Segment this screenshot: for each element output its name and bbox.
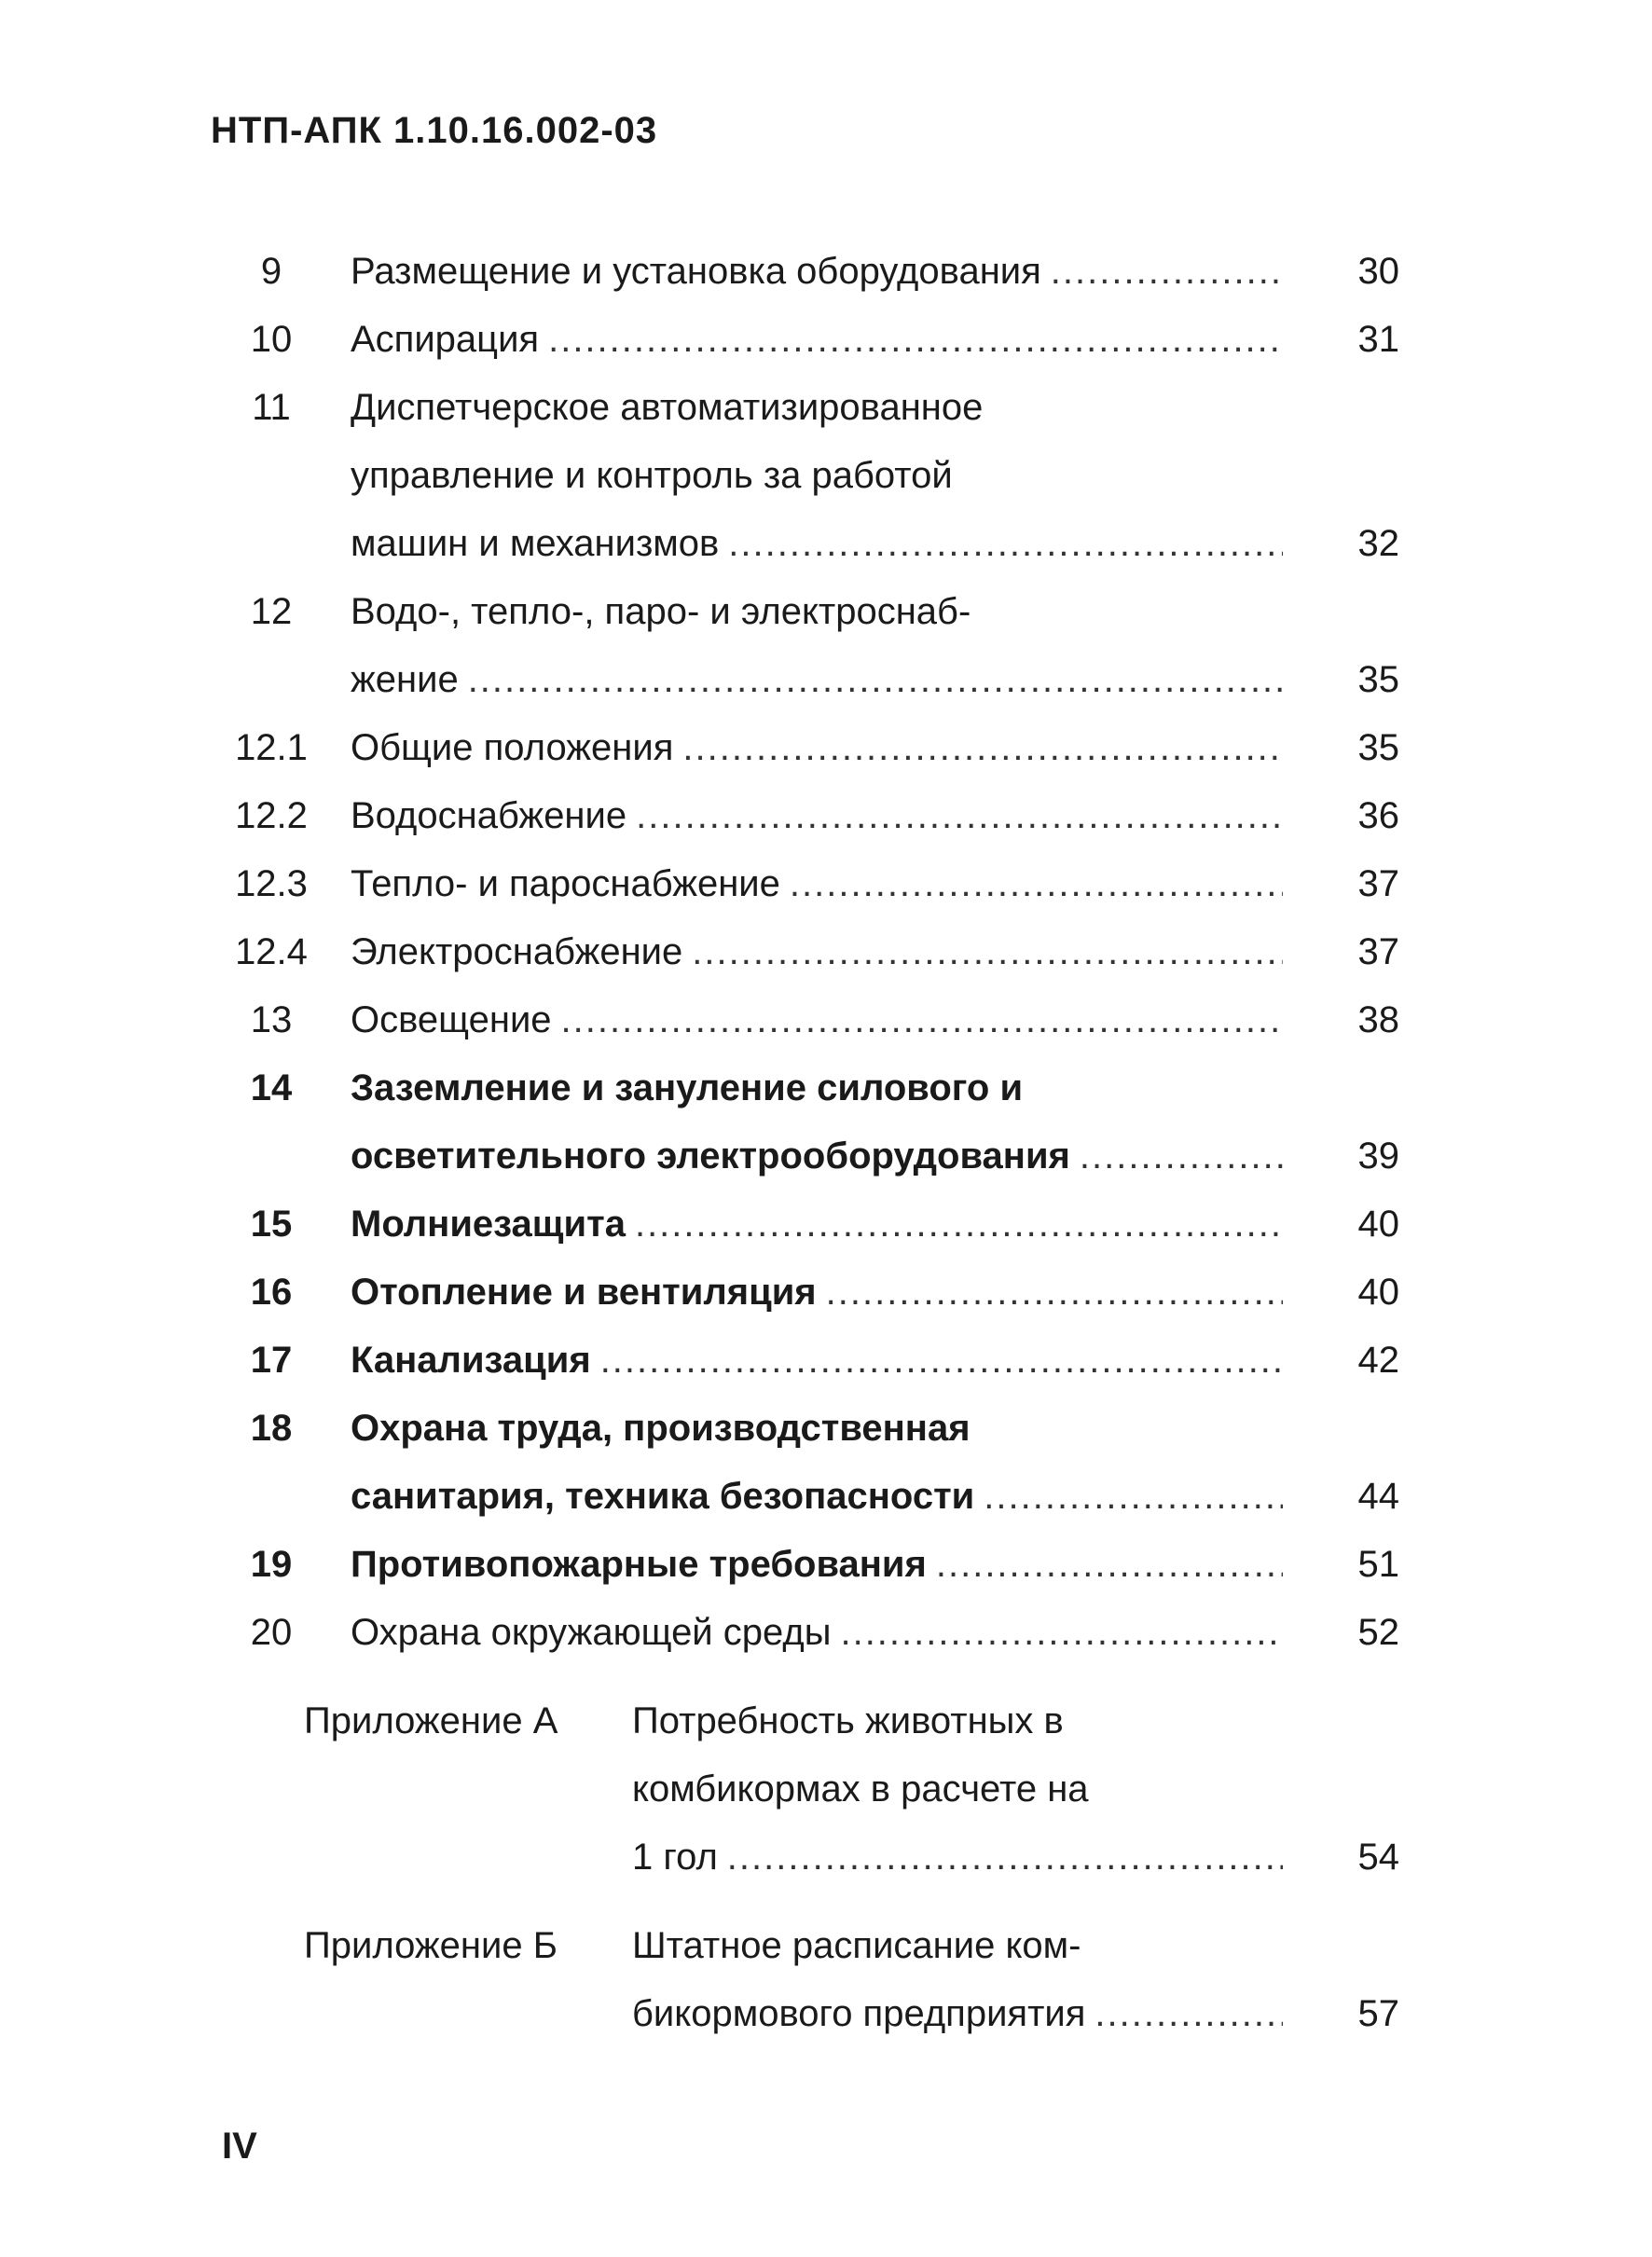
section-title-line xyxy=(351,986,1283,1054)
section-number: 12 xyxy=(250,591,293,632)
dot-leader xyxy=(1080,1122,1283,1190)
page-reference: 37 xyxy=(1357,863,1399,904)
toc-entry-line xyxy=(211,1327,1423,1395)
section-number: 12.2 xyxy=(235,795,308,836)
section-title-line xyxy=(351,1531,1283,1599)
section-title: Аспирация xyxy=(351,319,540,360)
page-reference: 40 xyxy=(1357,1272,1399,1313)
page-reference: 54 xyxy=(1357,1837,1399,1878)
section-number: 19 xyxy=(250,1544,293,1585)
toc-entry-line xyxy=(211,918,1423,986)
toc-entry-line xyxy=(211,1599,1423,1667)
dot-leader xyxy=(682,714,1283,782)
page-reference: 44 xyxy=(1357,1476,1399,1517)
section-title: жение xyxy=(351,659,459,700)
section-title-line xyxy=(351,1327,1283,1395)
dot-leader xyxy=(728,510,1283,578)
section-number: 12.4 xyxy=(235,931,308,972)
dot-leader xyxy=(1051,238,1283,306)
section-title-line xyxy=(351,1463,1283,1531)
toc-entry-line xyxy=(211,1122,1423,1190)
section-title: осветительного электрооборудования xyxy=(351,1135,1070,1177)
section-title-line xyxy=(351,1395,1283,1463)
section-title-line xyxy=(351,1259,1283,1327)
dot-leader xyxy=(561,986,1283,1054)
section-title: Общие положения xyxy=(351,727,674,768)
section-number: 9 xyxy=(260,251,282,292)
section-number: 14 xyxy=(250,1067,293,1108)
page-reference: 36 xyxy=(1357,795,1399,836)
table-of-contents xyxy=(211,238,1423,2048)
section-title: Размещение и установка оборудования xyxy=(351,251,1041,292)
dot-leader xyxy=(790,850,1283,918)
section-title-line xyxy=(351,1122,1283,1190)
section-number: 10 xyxy=(250,319,293,360)
toc-entry-line xyxy=(211,1463,1423,1531)
section-title: машин и механизмов xyxy=(351,523,720,564)
dot-leader xyxy=(727,1823,1283,1892)
section-title-line xyxy=(351,510,1283,578)
section-title-line xyxy=(351,1599,1283,1667)
section-number: 16 xyxy=(250,1272,293,1313)
page-reference: 31 xyxy=(1357,319,1399,360)
section-title-line xyxy=(351,782,1283,850)
page-reference: 35 xyxy=(1357,727,1399,768)
document-code: НТП-АПК 1.10.16.002-03 xyxy=(211,110,658,151)
dot-leader xyxy=(468,646,1283,714)
appendix-title: бикормового предприятия xyxy=(632,1993,1086,2034)
section-title: Тепло- и пароснабжение xyxy=(351,863,780,904)
page-reference: 39 xyxy=(1357,1135,1399,1177)
dot-leader xyxy=(840,1599,1283,1667)
dot-leader xyxy=(984,1463,1283,1531)
page-reference: 35 xyxy=(1357,659,1399,700)
appendix-title-line xyxy=(632,1980,1283,2048)
appendix-title: Потребность животных в xyxy=(632,1700,1064,1741)
appendix-title-line xyxy=(632,1755,1283,1823)
page-reference: 52 xyxy=(1357,1612,1399,1653)
appendix-entry-line xyxy=(211,1980,1423,2048)
page-reference: 32 xyxy=(1357,523,1399,564)
section-number: 15 xyxy=(250,1204,293,1245)
section-title: санитария, техника безопасности xyxy=(351,1476,975,1517)
appendix-title-line xyxy=(632,1823,1283,1892)
appendix-label: Приложение А xyxy=(304,1700,558,1741)
section-title: Освещение xyxy=(351,999,552,1040)
toc-entry-line xyxy=(211,1395,1423,1463)
section-title: Канализация xyxy=(351,1340,591,1381)
section-number: 11 xyxy=(252,387,291,428)
dot-leader xyxy=(636,782,1283,850)
dot-leader xyxy=(1094,1980,1283,2048)
appendix-title-line xyxy=(632,1912,1283,1980)
section-title-line xyxy=(351,714,1283,782)
section-title-line xyxy=(351,850,1283,918)
toc-entry-line xyxy=(211,578,1423,646)
toc-entry-line xyxy=(211,782,1423,850)
page-reference: 57 xyxy=(1357,1993,1399,2034)
appendix-title: Штатное расписание ком- xyxy=(632,1925,1081,1966)
toc-entry-line xyxy=(211,510,1423,578)
section-title: управление и контроль за работой xyxy=(351,455,953,496)
section-number: 12.1 xyxy=(235,727,308,768)
toc-entry-line xyxy=(211,306,1423,374)
section-number: 18 xyxy=(250,1408,293,1449)
dot-leader xyxy=(635,1190,1283,1259)
page-reference: 40 xyxy=(1357,1204,1399,1245)
toc-entry-line xyxy=(211,850,1423,918)
section-title-line xyxy=(351,918,1283,986)
appendix-title: комбикормах в расчете на xyxy=(632,1768,1089,1810)
section-title: Электроснабжение xyxy=(351,931,683,972)
section-number: 13 xyxy=(250,999,293,1040)
toc-entry-line xyxy=(211,238,1423,306)
page-reference: 30 xyxy=(1357,251,1399,292)
section-number: 12.3 xyxy=(235,863,308,904)
toc-entry-line xyxy=(211,986,1423,1054)
appendix-entry-line xyxy=(211,1687,1423,1755)
toc-entry-line xyxy=(211,1054,1423,1122)
toc-entry-line xyxy=(211,374,1423,442)
dot-leader xyxy=(936,1531,1283,1599)
toc-entry-line xyxy=(211,442,1423,510)
section-title: Заземление и зануление силового и xyxy=(351,1067,1024,1108)
appendix-label: Приложение Б xyxy=(304,1925,558,1966)
section-title-line xyxy=(351,442,1283,510)
dot-leader xyxy=(548,306,1283,374)
section-title-line xyxy=(351,374,1283,442)
section-number: 20 xyxy=(250,1612,293,1653)
toc-entry-line xyxy=(211,1259,1423,1327)
section-title: Молниезащита xyxy=(351,1204,626,1245)
page-reference: 37 xyxy=(1357,931,1399,972)
section-title: Водоснабжение xyxy=(351,795,627,836)
section-title: Водо-, тепло-, паро- и электроснаб- xyxy=(351,591,971,632)
section-title: Противопожарные требования xyxy=(351,1544,927,1585)
section-title-line xyxy=(351,1054,1283,1122)
toc-entry-line xyxy=(211,714,1423,782)
section-title: Охрана окружающей среды xyxy=(351,1612,832,1653)
section-title: Охрана труда, производственная xyxy=(351,1408,971,1449)
section-title-line xyxy=(351,306,1283,374)
toc-entry-line xyxy=(211,646,1423,714)
toc-entry-line xyxy=(211,1531,1423,1599)
dot-leader xyxy=(600,1327,1283,1395)
section-number: 17 xyxy=(250,1340,293,1381)
appendix-entry-line xyxy=(211,1755,1423,1823)
section-title-line xyxy=(351,1190,1283,1259)
dot-leader xyxy=(692,918,1283,986)
page-reference: 42 xyxy=(1357,1340,1399,1381)
appendix-entry-line xyxy=(211,1912,1423,1980)
section-title: Диспетчерское автоматизированное xyxy=(351,387,984,428)
section-title-line xyxy=(351,238,1283,306)
appendix-title-line xyxy=(632,1687,1283,1755)
toc-entry-line xyxy=(211,1190,1423,1259)
page-number: IV xyxy=(222,2126,257,2167)
dot-leader xyxy=(826,1259,1283,1327)
section-title: Отопление и вентиляция xyxy=(351,1272,817,1313)
section-title-line xyxy=(351,578,1283,646)
appendix-title: 1 гол xyxy=(632,1837,718,1878)
section-title-line xyxy=(351,646,1283,714)
page-reference: 38 xyxy=(1357,999,1399,1040)
appendix-entry-line xyxy=(211,1823,1423,1892)
page-reference: 51 xyxy=(1357,1544,1399,1585)
